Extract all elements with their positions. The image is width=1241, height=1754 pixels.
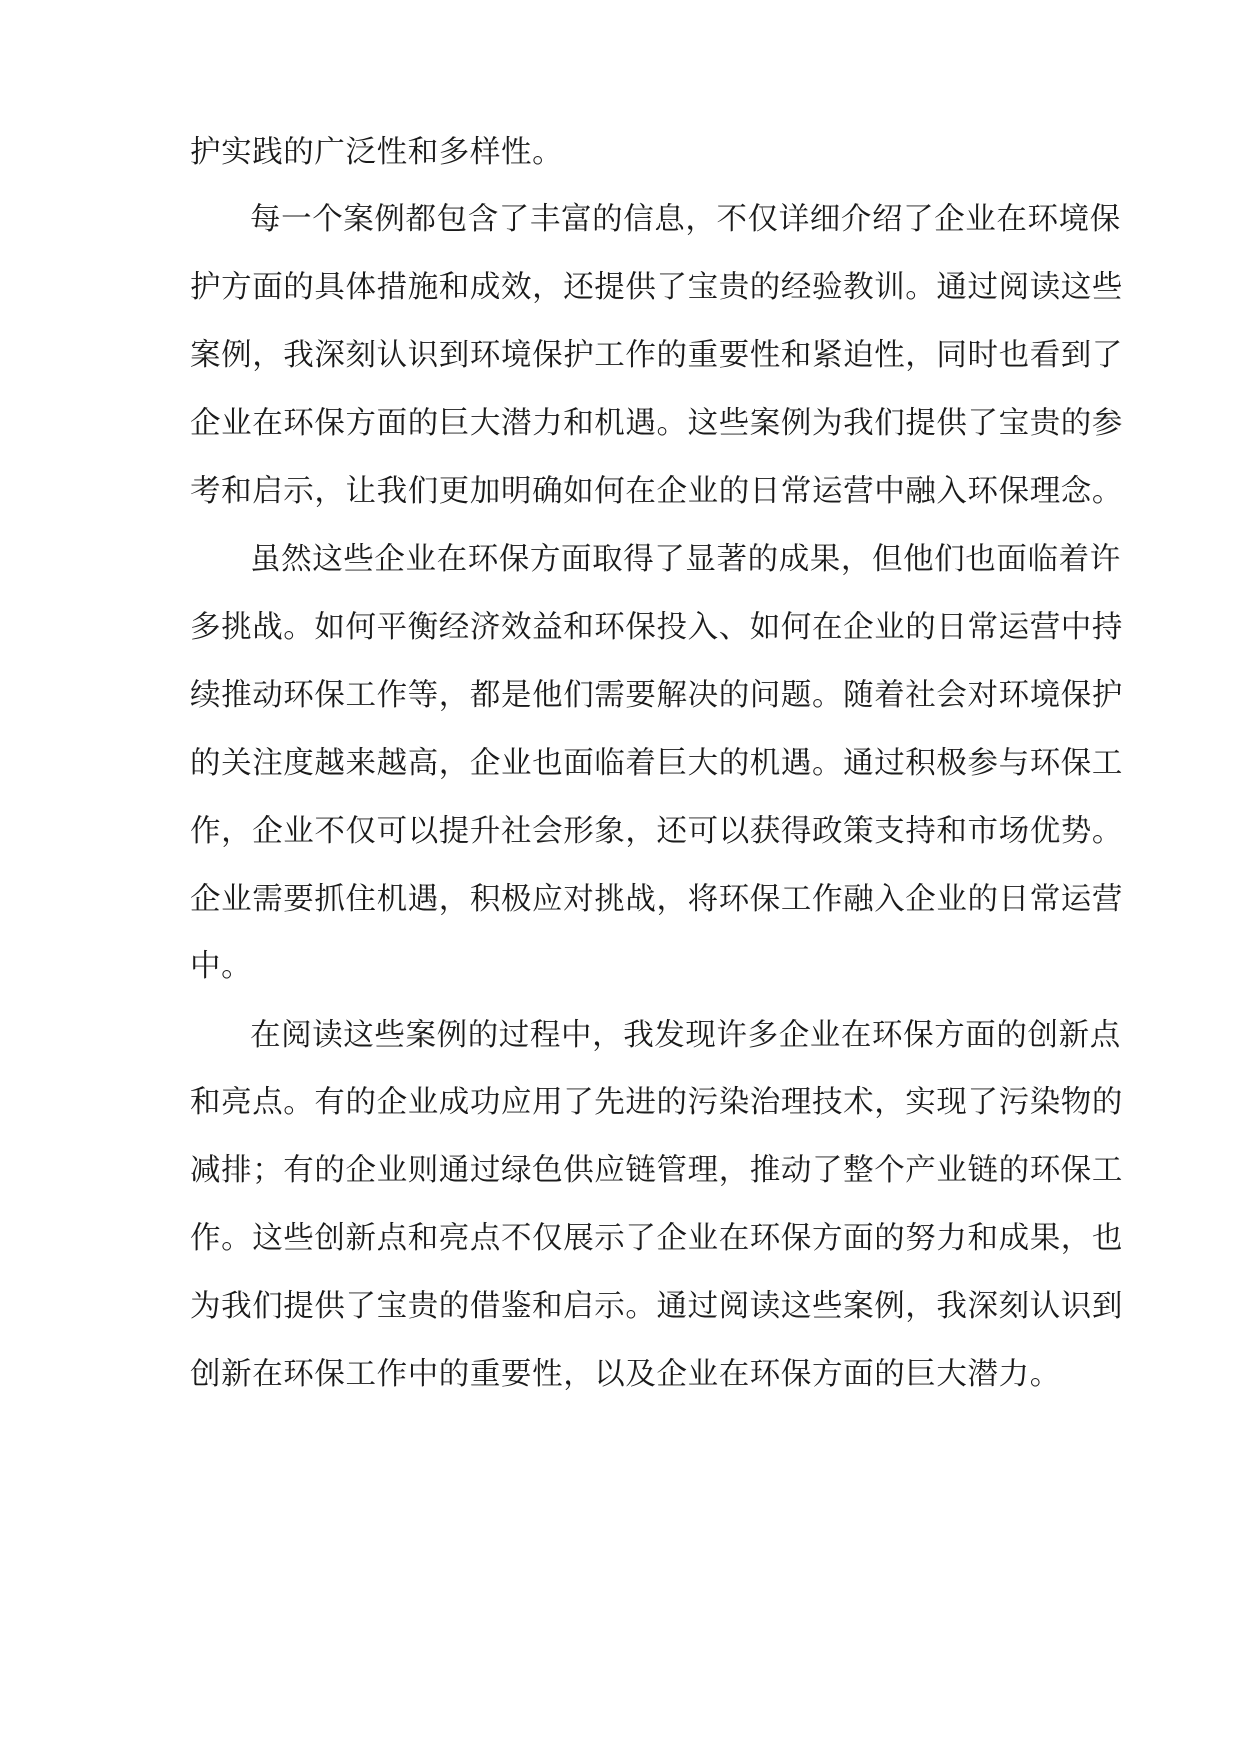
text-line: 续推动环保工作等，都是他们需要解决的问题。随着社会对环境保护 (190, 678, 1123, 713)
text-line: 为我们提供了宝贵的借鉴和启示。通过阅读这些案例，我深刻认识到 (190, 1289, 1123, 1324)
text-line: 创新在环保工作中的重要性，以及企业在环保方面的巨大潜力。 (190, 1357, 1061, 1392)
text-line: 作，企业不仅可以提升社会形象，还可以获得政策支持和市场优势。 (190, 814, 1123, 849)
text-line: 企业在环保方面的巨大潜力和机遇。这些案例为我们提供了宝贵的参 (190, 406, 1123, 441)
text-line: 减排；有的企业则通过绿色供应链管理，推动了整个产业链的环保工 (190, 1153, 1123, 1188)
paragraph-first-line: 虽然这些企业在环保方面取得了显著的成果，但他们也面临着许 (250, 542, 1121, 577)
paragraph-first-line: 每一个案例都包含了丰富的信息，不仅详细介绍了企业在环境保 (250, 202, 1121, 237)
text-line: 护实践的广泛性和多样性。 (190, 135, 564, 170)
paragraph-first-line: 在阅读这些案例的过程中，我发现许多企业在环保方面的创新点 (250, 1018, 1121, 1053)
text-line: 护方面的具体措施和成效，还提供了宝贵的经验教训。通过阅读这些 (190, 270, 1123, 305)
text-line: 的关注度越来越高，企业也面临着巨大的机遇。通过积极参与环保工 (190, 746, 1123, 781)
text-line: 和亮点。有的企业成功应用了先进的污染治理技术，实现了污染物的 (190, 1085, 1123, 1120)
text-line: 企业需要抓住机遇，积极应对挑战，将环保工作融入企业的日常运营 (190, 882, 1123, 917)
text-line: 案例，我深刻认识到环境保护工作的重要性和紧迫性，同时也看到了 (190, 338, 1123, 373)
text-line: 中。 (190, 949, 253, 984)
text-line: 作。这些创新点和亮点不仅展示了企业在环保方面的努力和成果，也 (190, 1221, 1123, 1256)
text-line: 考和启示，让我们更加明确如何在企业的日常运营中融入环保理念。 (190, 474, 1123, 509)
text-line: 多挑战。如何平衡经济效益和环保投入、如何在企业的日常运营中持 (190, 610, 1123, 645)
